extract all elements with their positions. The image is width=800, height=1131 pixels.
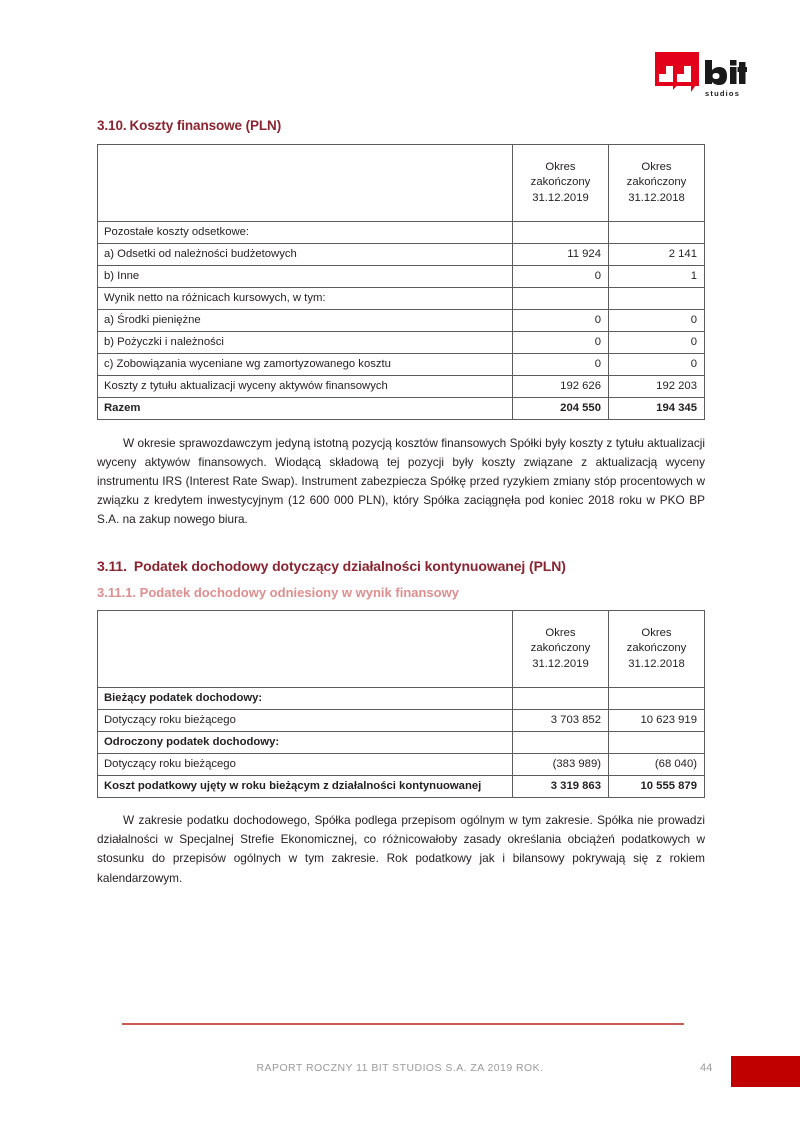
row-value-2019 — [513, 688, 609, 710]
row-value-2018: 192 203 — [609, 375, 705, 397]
sub-section-number: 3.11.1. — [97, 584, 137, 600]
table-header-row — [98, 144, 705, 221]
table-row — [98, 331, 705, 353]
section-title: Koszty finansowe (PLN) — [129, 118, 282, 133]
header-line-1: Okres — [641, 626, 672, 639]
row-value-2018: 10 555 879 — [609, 776, 705, 798]
section-heading-3-10 — [97, 118, 705, 135]
header-line-3: 31.12.2018 — [628, 191, 685, 204]
row-value-2019: 3 703 852 — [513, 710, 609, 732]
page-content — [97, 118, 705, 888]
paragraph-financial-costs: W okresie sprawozdawczym jedyną istotną pozycją kosztów finansowych Spółki były koszty z tytułu aktualizacji wyceny aktywów finansowych. Wiodącą składową tej pozycji były koszty związane z aktualizacją wyceny instrumentu IRS (Interest Rate Swap). Instrument zabezpiecza Spółkę przed ryzykiem zmiany stóp procentowych w związku z kredytem inwestycyjnym (12 600 000 PLN), który Spółka zaciągnęła pod koniec 2018 roku w PKO BP S.A. na zakup nowego biura. — [97, 435, 705, 527]
section-heading-3-11 — [97, 558, 705, 576]
spacer — [97, 420, 705, 434]
row-label: Koszty z tytułu aktualizacji wyceny aktywów finansowych — [98, 375, 513, 397]
row-label: Razem — [98, 397, 513, 419]
row-value-2019: 0 — [513, 331, 609, 353]
header-line-2: zakończony — [530, 176, 591, 189]
header-cell-2019 — [513, 144, 609, 221]
row-value-2018 — [609, 732, 705, 754]
table-header — [98, 611, 705, 688]
row-label: Pozostałe koszty odsetkowe: — [98, 221, 513, 243]
header-line-1: Okres — [641, 160, 672, 173]
row-value-2018: 10 623 919 — [609, 710, 705, 732]
paragraph-income-tax: W zakresie podatku dochodowego, Spółka podlega przepisom ogólnym w tym zakresie. Spółka nie prowadzi działalności w Specjalnej Strefie Ekonomicznej, co różnicowałoby zasady określania obciążeń podatkowych w stosunku do przepisów ogólnych w tym zakresie. Rok podatkowy jak i bilansowy pokrywają się z rokiem kalendarzowym. — [97, 813, 705, 885]
row-value-2019: 0 — [513, 309, 609, 331]
header-cell-label — [98, 144, 513, 221]
row-label: b) Inne — [98, 265, 513, 287]
header-cell-2018 — [609, 144, 705, 221]
row-value-2019: 0 — [513, 353, 609, 375]
row-value-2018: 194 345 — [609, 397, 705, 419]
spacer — [97, 798, 705, 811]
income-tax-table — [97, 610, 705, 798]
table-row — [98, 221, 705, 243]
table-row-total — [98, 776, 705, 798]
row-value-2019 — [513, 287, 609, 309]
header-line-3: 31.12.2019 — [532, 657, 589, 670]
table-row — [98, 243, 705, 265]
row-value-2019: 192 626 — [513, 375, 609, 397]
header-line-1: Okres — [545, 160, 576, 173]
table-body — [98, 221, 705, 419]
table-row — [98, 265, 705, 287]
section-number: 3.10. — [97, 118, 127, 133]
footer-divider — [122, 1023, 684, 1025]
row-label: Odroczony podatek dochodowy: — [98, 732, 513, 754]
table-row — [98, 287, 705, 309]
11-bit-studios-logo — [655, 52, 747, 100]
row-label: Koszt podatkowy ujęty w roku bieżącym z działalności kontynuowanej — [98, 776, 513, 798]
sub-section-title: Podatek dochodowy odniesiony w wynik finansowy — [139, 584, 459, 600]
row-label: a) Odsetki od należności budżetowych — [98, 243, 513, 265]
row-value-2018 — [609, 688, 705, 710]
row-value-2018: 1 — [609, 265, 705, 287]
header-cell-2019 — [513, 611, 609, 688]
header-line-2: zakończony — [626, 642, 687, 655]
table-row — [98, 732, 705, 754]
header-line-3: 31.12.2019 — [532, 191, 589, 204]
row-value-2019 — [513, 732, 609, 754]
row-label: b) Pożyczki i należności — [98, 331, 513, 353]
section-number: 3.11. — [97, 558, 127, 575]
row-label: Bieżący podatek dochodowy: — [98, 688, 513, 710]
footer-accent-block — [731, 1056, 800, 1087]
header-line-2: zakończony — [530, 642, 591, 655]
row-value-2018 — [609, 221, 705, 243]
header-line-3: 31.12.2018 — [628, 657, 685, 670]
row-value-2018 — [609, 287, 705, 309]
table-row — [98, 353, 705, 375]
header-cell-label — [98, 611, 513, 688]
row-value-2019 — [513, 221, 609, 243]
table-row — [98, 309, 705, 331]
row-label: Dotyczący roku bieżącego — [98, 754, 513, 776]
row-value-2018: 2 141 — [609, 243, 705, 265]
header-cell-2018 — [609, 611, 705, 688]
row-value-2019: 204 550 — [513, 397, 609, 419]
table-row-total — [98, 397, 705, 419]
row-value-2019: 0 — [513, 265, 609, 287]
row-value-2019: (383 989) — [513, 754, 609, 776]
table-row — [98, 688, 705, 710]
row-value-2018: 0 — [609, 309, 705, 331]
row-label: Wynik netto na różnicach kursowych, w tym: — [98, 287, 513, 309]
footer-report-title: RAPORT ROCZNY 11 BIT STUDIOS S.A. ZA 2019 ROK. — [256, 1062, 544, 1074]
financial-costs-table — [97, 144, 705, 420]
table-body — [98, 688, 705, 798]
table-header — [98, 144, 705, 221]
header-line-2: zakończony — [626, 176, 687, 189]
row-label: c) Zobowiązania wyceniane wg zamortyzowanego kosztu — [98, 353, 513, 375]
table-row — [98, 754, 705, 776]
row-label: Dotyczący roku bieżącego — [98, 710, 513, 732]
svg-text:studios: studios — [705, 89, 741, 98]
row-label: a) Środki pieniężne — [98, 309, 513, 331]
header-line-1: Okres — [545, 626, 576, 639]
row-value-2018: 0 — [609, 331, 705, 353]
table-row — [98, 710, 705, 732]
section-title: Podatek dochodowy dotyczący działalności kontynuowanej (PLN) — [133, 558, 566, 575]
table-row — [98, 375, 705, 397]
row-value-2018: 0 — [609, 353, 705, 375]
page-number: 44 — [700, 1062, 713, 1074]
row-value-2019: 3 319 863 — [513, 776, 609, 798]
row-value-2018: (68 040) — [609, 754, 705, 776]
table-header-row — [98, 611, 705, 688]
spacer — [97, 529, 705, 558]
sub-heading-3-11-1 — [97, 585, 705, 601]
row-value-2019: 11 924 — [513, 243, 609, 265]
